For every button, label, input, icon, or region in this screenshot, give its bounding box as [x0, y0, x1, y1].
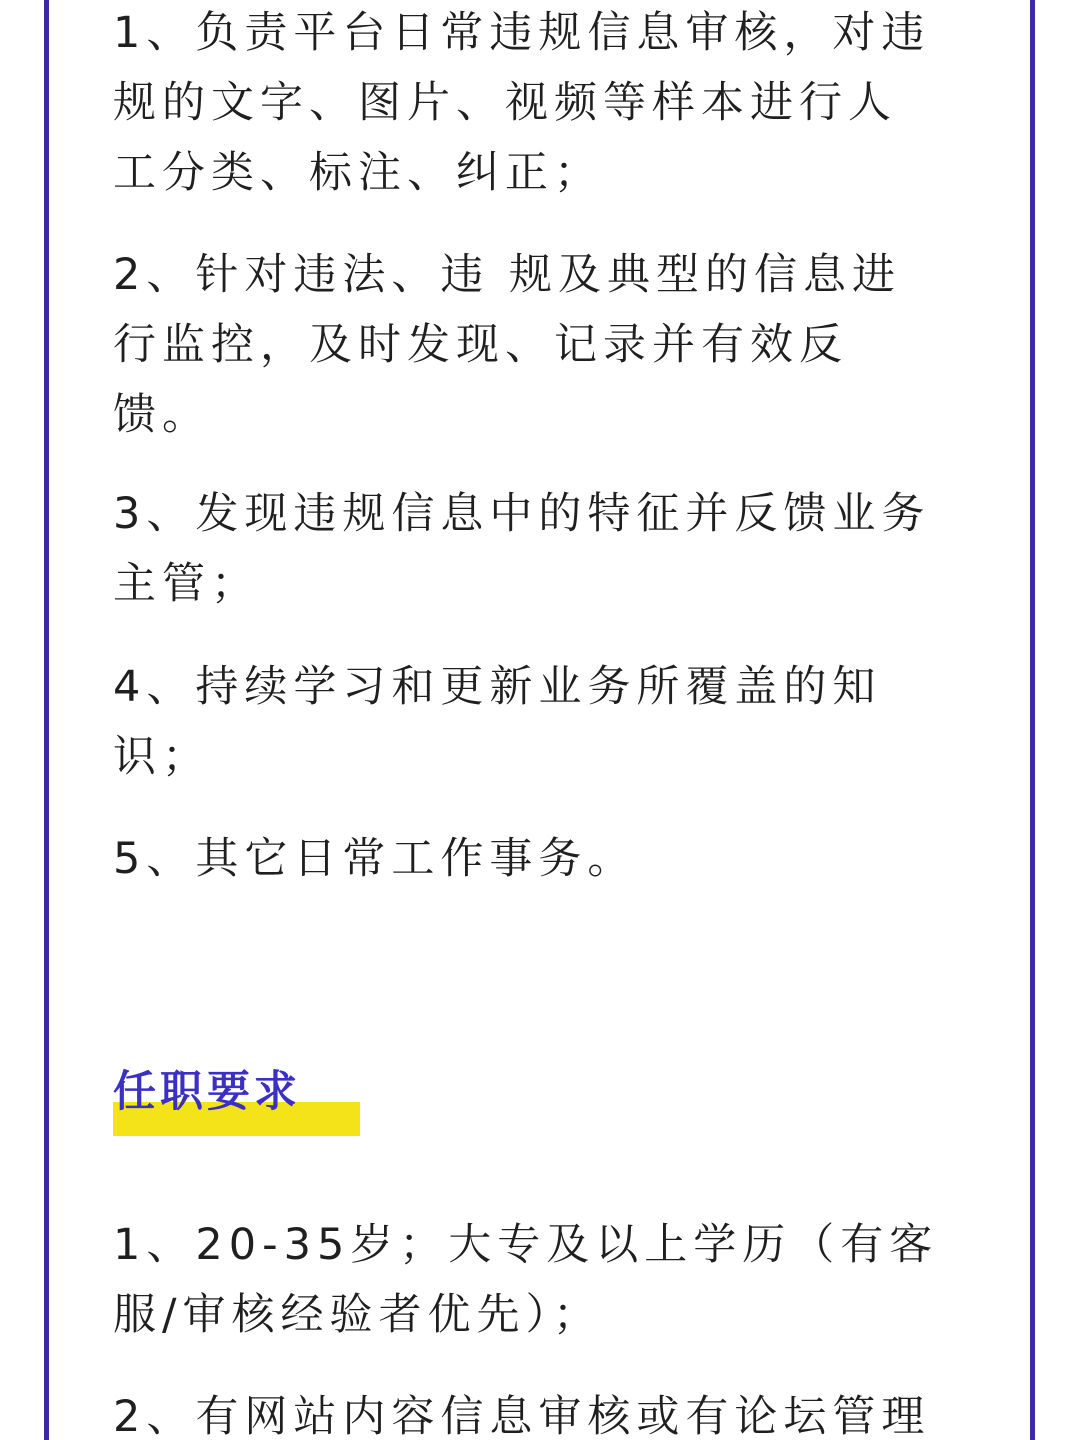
requirement-item-2	[113, 1382, 973, 1440]
text-line: 馈。	[113, 390, 211, 440]
text-line: 1、20-35岁；大专及以上学历（有客	[113, 1220, 939, 1270]
text-line: 5、其它日常工作事务。	[113, 834, 637, 884]
text-line: 识；	[113, 732, 211, 782]
text-line: 2、针对违法、违 规及典型的信息进	[113, 250, 902, 300]
text-line: 服/审核经验者优先）；	[113, 1290, 602, 1340]
duty-item-1	[113, 0, 973, 208]
text-line: 2、有网站内容信息审核或有论坛管理	[113, 1392, 931, 1440]
duty-item-5	[113, 824, 973, 894]
text-line: 规的文字、图片、视频等样本进行人	[113, 78, 897, 128]
duty-item-3	[113, 479, 973, 619]
text-line: 主管；	[113, 559, 260, 609]
text-line: 1、负责平台日常违规信息审核，对违	[113, 8, 931, 58]
requirements-heading-block	[113, 1062, 363, 1142]
text-line: 工分类、标注、纠正；	[113, 148, 603, 198]
left-border-line	[44, 0, 49, 1440]
text-line: 3、发现违规信息中的特征并反馈业务	[113, 489, 931, 539]
duty-item-4	[113, 652, 973, 792]
requirements-heading: 任职要求	[113, 1067, 301, 1117]
right-border-line	[1030, 0, 1035, 1440]
requirement-item-1	[113, 1210, 973, 1350]
duty-item-2	[113, 240, 973, 450]
text-line: 4、持续学习和更新业务所覆盖的知	[113, 662, 882, 712]
text-line: 行监控，及时发现、记录并有效反	[113, 320, 848, 370]
